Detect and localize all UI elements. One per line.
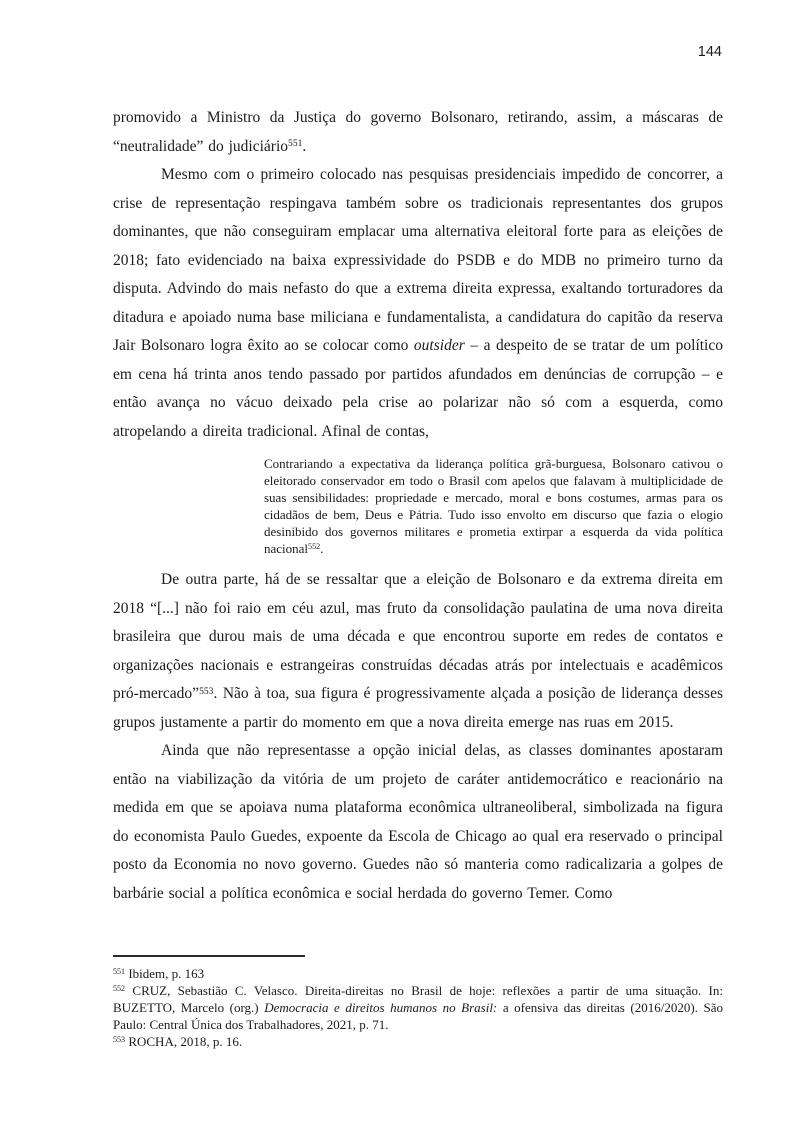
italic-text: Democracia e direitos humanos no Brasil: — [264, 1000, 498, 1015]
text-run: ROCHA, 2018, p. 16. — [125, 1034, 243, 1049]
footnote-reference: 551 — [288, 138, 303, 150]
text-run: Contrariando a expectativa da liderança política grã-burguesa, Bolsonaro cativou o eleitorado conservador em todo o Brasil com apelos que falavam à multiplicidade de suas sensibilidades: propriedade e mercado, moral e bons costumes, armas para os cidadãos de bem, Deus e Pátria. Tudo isso envolto em discurso que fazia o elogio desinibido dos governos militares e prometia extirpar a esquerda da vida política nacional — [264, 456, 723, 556]
text-run: Ibidem, p. 163 — [125, 966, 205, 981]
footnote-reference: 553 — [113, 1035, 126, 1045]
paragraph — [113, 566, 723, 737]
text-run: Mesmo com o primeiro colocado nas pesquisas presidenciais impedido de concorrer, a crise de representação respingava também sobre os tradicionais representantes dos grupos dominantes, que não conseguiram emplacar uma alternativa eleitoral forte para as eleições de 2018; fato evidenciado na baixa expressividade do PSDB e do MDB no primeiro turno da disputa. Advindo do mais nefasto do que a extrema direita expressa, exaltando torturadores da ditadura e apoiado numa base miliciana e fundamentalista, a candidatura do capitão da reserva Jair Bolsonaro logra êxito ao se colocar como — [113, 166, 723, 354]
italic-text: outsider — [413, 337, 465, 354]
footnote-reference: 552 — [308, 542, 321, 552]
paragraph — [113, 161, 723, 446]
text-run: – a despeito de se tratar de um político em cena há trinta anos tendo passado por partidos afundados em denúncias de corrupção – e então avança no vácuo deixado pela crise ao polarizar não só com a esquerda, como atropelando a direita tradicional. Afinal de contas, — [113, 337, 723, 440]
paragraph — [113, 104, 723, 161]
text-run: . — [320, 541, 324, 556]
page-number: 144 — [697, 44, 722, 60]
text-run: a ofensiva das direitas (2016/2020). São Paulo: Central Única dos Trabalhadores, 2021, p. 71. — [113, 1000, 723, 1032]
text-run: . — [302, 137, 307, 155]
text-run: CRUZ, Sebastião C. Velasco. Direita-direitas no Brasil de hoje: reflexões a partir de uma situação. In: BUZETTO, Marcelo (org.) — [113, 983, 723, 1015]
page-content — [113, 104, 723, 908]
text-run: De outra parte, há de se ressaltar que a eleição de Bolsonaro e da extrema direita em 2018 “[...] não foi raio em céu azul, mas fruto da consolidação paulatina de uma nova direita brasileira que durou mais de uma década e que encontrou suporte em redes de contatos e organizações nacionais e estrangeiras construídas décadas atrás por intelectuais e acadêmicos pró-mercado” — [113, 571, 723, 702]
footnote — [113, 982, 723, 1033]
footnote-reference: 551 — [113, 967, 126, 977]
footnote-reference: 553 — [199, 685, 214, 697]
text-run: . Não à toa, sua figura é progressivamente alçada a posição de liderança desses grupos justamente a partir do momento em que a nova direita emerge nas ruas em 2015. — [113, 685, 723, 731]
footnote-separator — [113, 955, 305, 957]
text-run: promovido a Ministro da Justiça do governo Bolsonaro, retirando, assim, a máscaras de “neutralidade” do judiciário — [113, 109, 723, 155]
blockquote — [264, 455, 723, 557]
footnotes-section — [113, 955, 723, 1050]
paragraph — [113, 737, 723, 908]
footnote-reference: 552 — [113, 984, 126, 994]
footnote — [113, 1033, 723, 1050]
footnote — [113, 965, 723, 982]
text-run: Ainda que não representasse a opção inicial delas, as classes dominantes apostaram então na viabilização da vitória de um projeto de caráter antidemocrático e reacionário na medida em que se apoiava numa plataforma econômica ultraneoliberal, simbolizada na figura do economista Paulo Guedes, expoente da Escola de Chicago ao qual era reservado o principal posto da Economia no novo governo. Guedes não só manteria como radicalizaria a golpes de barbárie social a política econômica e social herdada do governo Temer. Como — [113, 742, 723, 902]
